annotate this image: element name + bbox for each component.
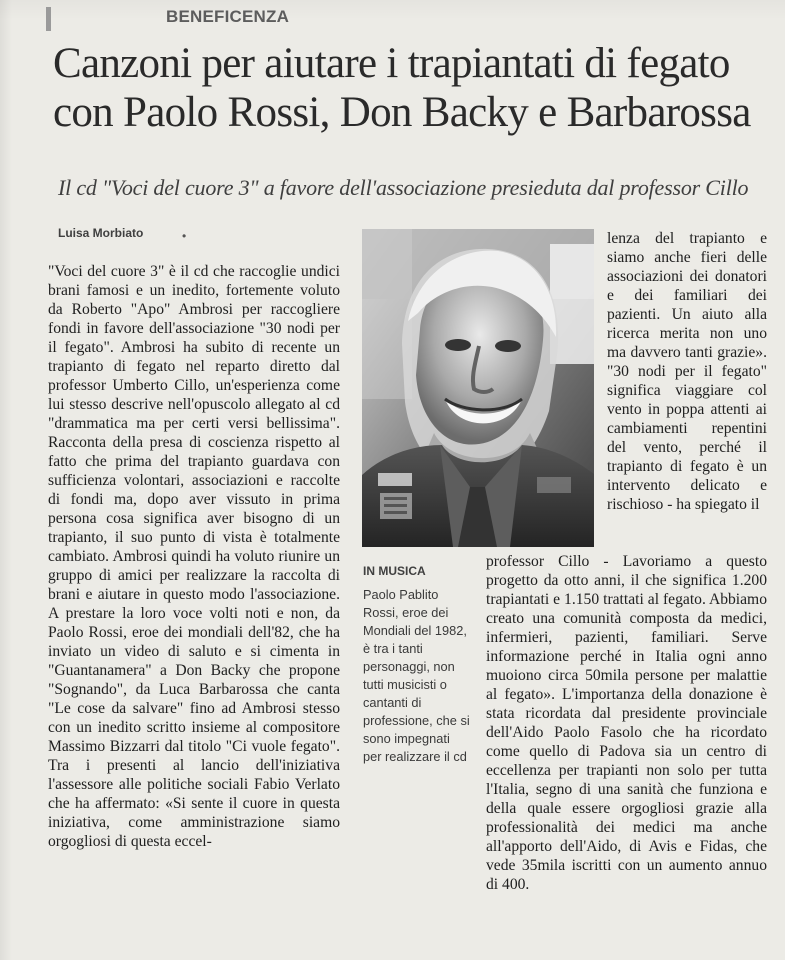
photo-image — [362, 229, 594, 547]
article-column-1 — [48, 262, 340, 851]
article-column-lower — [486, 552, 767, 894]
column-lower-text: professor Cillo - Lavoriamo a questo progetto da otto anni, il che significa 1.200 trapiantati e 1.150 trattati al fegato. Abbiamo creato una comunità composta da medici, infermieri, pazienti, familiari. Serve informazione perché in Italia ogni anno muoiono circa 50mila persone per malattie al fegato». L'importanza della donazione è stata ricordata dal presidente provinciale dell'Aido Paolo Fasolo che ha ricordato come quello di Padova sia un centro di eccellenza per trapianti non solo per tutta l'Italia, segno di una sanità che funziona e della quale essere orgogliosi grazie alla professionalità dei medici ma anche all'apporto dell'Aido, di Avis e Fidas, che vede 35mila iscritti con un aumento annuo di 400. — [486, 553, 767, 893]
article-author: Luisa Morbiato — [58, 226, 144, 240]
column-1-text: "Voci del cuore 3" è il cd che raccoglie undici brani famosi e un inedito, fortemente voluto da Roberto "Apo" Ambrosi per raccogliere fondi in favore dell'associazione "30 nodi per il fegato". Ambrosi ha subito di recente un trapianto di fegato nel reparto diretto dal professor Umberto Cillo, un'esperienza come lui stesso descrive nell'opuscolo allegato al cd "drammatica ma per certi versi bellissima". Racconta della presa di coscienza rispetto al fatto che prima del trapianto guardava con sufficienza volontari, associazioni e raccolte di fondi ma, dopo aver vissuto in prima persona cosa significa aver bisogno di un trapianto, il suo punto di vista è totalmente cambiato. Ambrosi quindi ha voluto riunire un gruppo di amici per realizzare la raccolta di brani e aiutare in questo modo l'associazione. A prestare la loro voce volti noti e non, da Paolo Rossi, eroe dei mondiali dell'82, che ha inviato un video di saluto e si cimenta in "Guantanamera" a Don Backy che propone "Sognando", da Luca Barbarossa che canta "Le cose da salvare" fino ad Ambrosi stesso con un inedito scritto insieme al compositore Massimo Bizzarri dal titolo "Ci vuole fegato". Tra i presenti al lancio dell'iniziativa l'assessore alle politiche sociali Fabio Verlato che ha affermato: «Si sente il cuore in questa iniziativa, come amministrazione siamo orgogliosi di questa eccel- — [48, 263, 340, 850]
photo-caption: Paolo Pablito Rossi, eroe dei Mondiali del 1982, è tra i tanti personaggi, non tutti musicisti o cantanti di professione, che si sono impegnati per realizzare il cd — [363, 587, 470, 764]
section-marker — [46, 7, 51, 31]
article-subtitle: Il cd "Voci del cuore 3" a favore dell'associazione presieduta dal professor Cillo — [58, 175, 749, 200]
article-column-3 — [607, 229, 767, 514]
photo-caption-title: IN MUSICA — [363, 564, 426, 578]
section-label: BENEFICENZA — [166, 7, 290, 26]
article-headline: Canzoni per aiutare i trapiantati di fegato con Paolo Rossi, Don Backy e Barbarossa — [53, 40, 751, 136]
byline-dot: • — [182, 229, 187, 243]
article-photo — [362, 229, 594, 547]
column-3-text: lenza del trapianto e siamo anche fieri delle associazioni dei donatori e dei familiari dei pazienti. Un aiuto alla ricerca merita non uno ma davvero tanti grazie». "30 nodi per il fegato" significa viaggiare col vento in poppa attenti ai cambiamenti repentini del vento, perché il trapianto di fegato è un intervento delicato e rischioso - ha spiegato il — [607, 230, 767, 513]
